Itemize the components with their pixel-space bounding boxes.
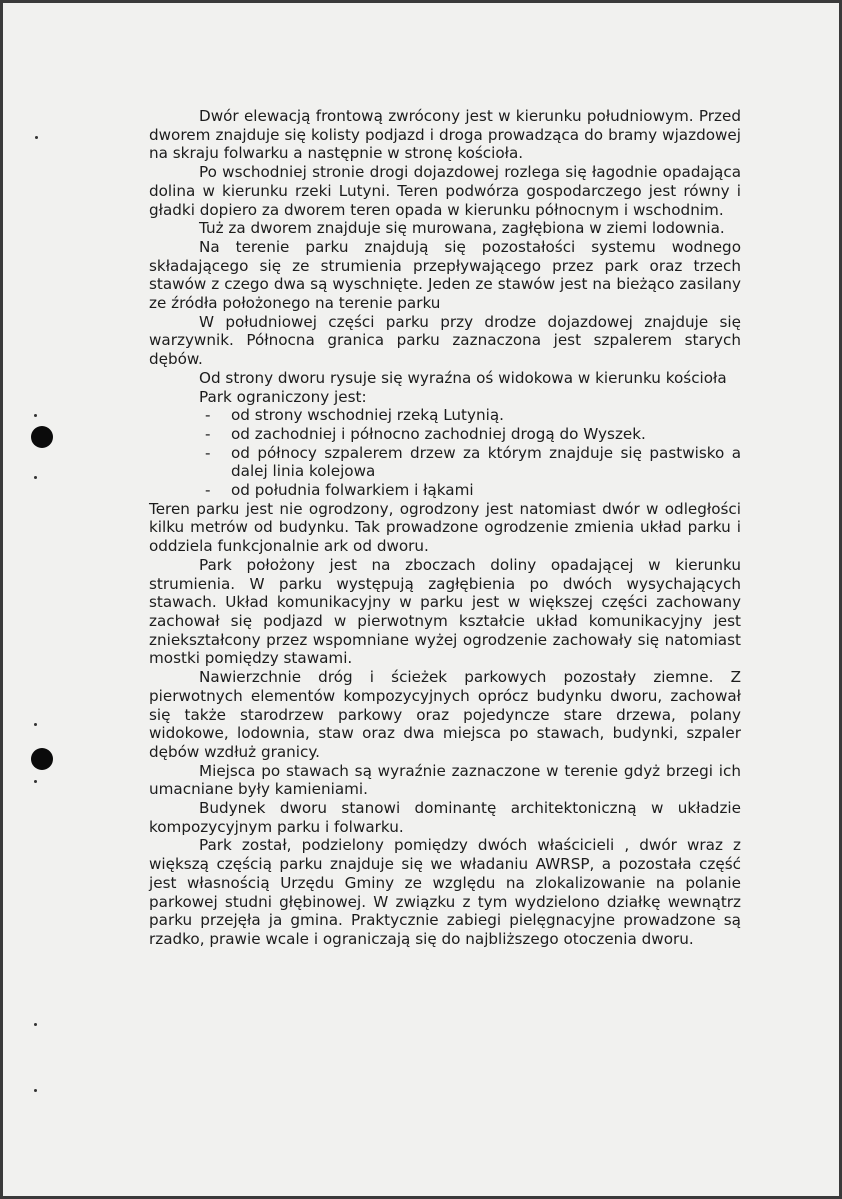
scan-speck	[34, 1089, 37, 1092]
list-dash: -	[205, 481, 211, 500]
scan-speck	[34, 780, 37, 783]
document-body	[149, 107, 741, 949]
paragraph: Od strony dworu rysuje się wyraźna oś widokowa w kierunku kościoła	[199, 368, 727, 387]
boundary-list	[149, 406, 741, 500]
paragraph: Park ograniczony jest:	[199, 387, 367, 406]
paragraph: Po wschodniej stronie drogi dojazdowej rozlega się łagodnie opadająca dolina w kierunku rzeki Lutyni. Teren podwórza gospodarczego jest równy i gładki dopiero za dworem teren opada w kierunku północnym i wschodnim.	[149, 163, 741, 219]
scan-speck	[34, 414, 37, 417]
list-dash: -	[205, 406, 211, 425]
paragraph: Nawierzchnie dróg i ścieżek parkowych pozostały ziemne. Z pierwotnych elementów kompozycyjnych oprócz budynku dworu, zachował się także starodrzew parkowy oraz pojedyncze stare drzewa, polany widokowe, lodownia, staw oraz dwa miejsca po stawach, budynki, szpaler dębów wzdłuż granicy.	[149, 668, 741, 761]
paragraph: Budynek dworu stanowi dominantę architektoniczną w układzie kompozycyjnym parku i folwarku.	[149, 799, 741, 836]
list-item-text: od południa folwarkiem i łąkami	[231, 481, 474, 500]
scanned-page	[3, 3, 839, 1196]
paragraph: W południowej części parku przy drodze dojazdowej znajduje się warzywnik. Północna granica parku zaznaczona jest szpalerem starych dębów.	[149, 312, 741, 369]
list-dash: -	[205, 424, 211, 443]
list-dash: -	[205, 443, 211, 462]
paragraph: Park został, podzielony pomiędzy dwóch właścicieli , dwór wraz z większą częścią parku znajduje się we władaniu AWRSP, a pozostała część jest własnością Urzędu Gminy ze względu na zlokalizowanie na polanie parkowej studni głębinowej. W związku z tym wydzielono działkę wewnątrz parku przejęła ja gmina. Praktycznie zabiegi pielęgnacyjne prowadzone są rzadko, prawie wcale i ograniczają się do najbliższego otoczenia dworu.	[149, 836, 741, 948]
scan-speck	[34, 476, 37, 479]
list-item-text: od strony wschodniej rzeką Lutynią.	[231, 406, 504, 425]
list-item-text: od północy szpalerem drzew za którym znajduje się pastwisko a dalej linia kolejowa	[231, 443, 741, 481]
paragraph: Na terenie parku znajdują się pozostałości systemu wodnego składającego się ze strumienia przepływającego przez park oraz trzech stawów z czego dwa są wyschnięte. Jeden ze stawów jest na bieżąco zasilany ze źródła położonego na terenie parku	[149, 237, 741, 313]
punch-hole-bottom	[31, 748, 53, 770]
list-item	[149, 425, 741, 444]
list-item	[149, 444, 741, 481]
paragraph: Park położony jest na zboczach doliny opadającej w kierunku strumienia. W parku występują zagłębienia po dwóch wysychających stawach. Układ komunikacyjny w parku jest w większej części zachowany zachował się podjazd w pierwotnym kształcie układ komunikacyjny jest zniekształcony przez wspomniane wyżej ogrodzenie zachowały się natomiast mostki pomiędzy stawami.	[149, 555, 741, 668]
paragraph: Tuż za dworem znajduje się murowana, zagłębiona w ziemi lodownia.	[199, 219, 725, 238]
list-item-text: od zachodniej i północno zachodniej drogą do Wyszek.	[231, 424, 646, 443]
list-item	[149, 406, 741, 425]
scan-speck	[35, 136, 38, 139]
list-item	[149, 481, 741, 500]
paragraph: Miejsca po stawach są wyraźnie zaznaczone w terenie gdyż brzegi ich umacniane były kamieniami.	[149, 761, 741, 799]
punch-hole-top	[31, 426, 53, 448]
scan-speck	[34, 1023, 37, 1026]
paragraph: Dwór elewacją frontową zwrócony jest w kierunku południowym. Przed dworem znajduje się kolisty podjazd i droga prowadząca do bramy wjazdowej na skraju folwarku a następnie w stronę kościoła.	[149, 107, 741, 163]
paragraph: Teren parku jest nie ogrodzony, ogrodzony jest natomiast dwór w odległości kilku metrów od budynku. Tak prowadzone ogrodzenie zmienia układ parku i oddziela funkcjonalnie ark od dworu.	[149, 499, 741, 556]
scan-speck	[34, 723, 37, 726]
